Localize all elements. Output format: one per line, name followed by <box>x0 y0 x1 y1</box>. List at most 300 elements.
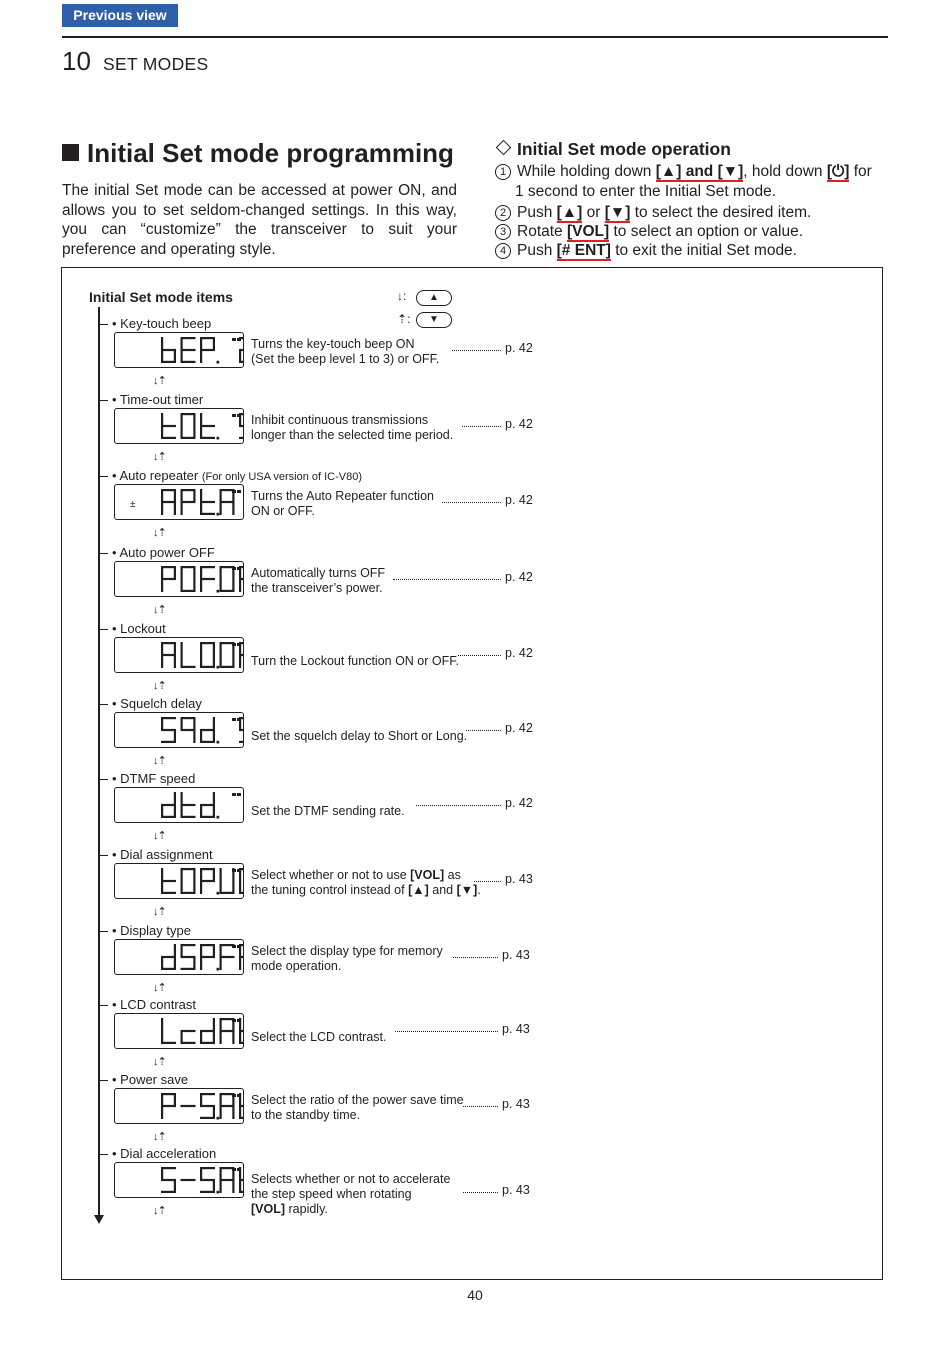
lcd-segment <box>200 579 202 592</box>
lcd-segment <box>161 579 163 592</box>
lcd-segment <box>181 944 196 946</box>
item-name-text: • Dial assignment <box>112 847 213 862</box>
page-number: 40 <box>467 1287 483 1303</box>
lcd-segment <box>232 502 234 515</box>
item-name <box>112 392 203 407</box>
lcd-segment <box>232 1019 236 1022</box>
lcd-segment <box>232 643 236 646</box>
leader-dots <box>452 350 501 351</box>
lcd-segment <box>213 642 215 655</box>
page-reference[interactable]: p. 43 <box>502 948 530 962</box>
lcd-segment <box>181 804 196 806</box>
lcd-segment <box>181 1105 196 1107</box>
lcd-segment <box>161 881 163 894</box>
flow-tick <box>99 553 108 554</box>
vol-key-ref: [VOL] <box>566 223 610 240</box>
operation-step-3: 3 Rotate [VOL] to select an option or value. <box>495 222 803 242</box>
lcd-segment <box>220 502 222 515</box>
lcd-segment <box>161 642 163 655</box>
lcd-segment <box>161 1106 163 1119</box>
lcd-segment <box>181 361 196 363</box>
item-name-text: • Squelch delay <box>112 696 202 711</box>
lcd-segment <box>239 881 241 894</box>
lcd-segment <box>181 792 183 805</box>
lcd-segment <box>200 350 202 363</box>
lcd-segment <box>237 1168 241 1171</box>
lcd-segment <box>200 489 202 502</box>
lcd-segment <box>200 1042 215 1044</box>
lcd-segment-display <box>115 940 243 974</box>
item-name <box>112 545 215 560</box>
lcd-segment <box>232 1168 236 1171</box>
leader-dots <box>466 730 501 731</box>
page-reference[interactable]: p. 42 <box>505 721 533 735</box>
lcd-display <box>114 408 244 444</box>
page-reference[interactable]: p. 42 <box>505 570 533 584</box>
item-name <box>112 696 202 711</box>
leader-dots <box>462 426 501 427</box>
up-key-icon: ▲ <box>416 290 452 306</box>
page-reference[interactable]: p. 43 <box>505 872 533 886</box>
lcd-segment <box>181 729 196 731</box>
item-name-text: • DTMF speed <box>112 771 196 786</box>
step-number-2: 2 <box>495 205 511 221</box>
lcd-segment <box>213 868 215 881</box>
lcd-segment <box>200 413 202 426</box>
lcd-segment <box>181 655 183 668</box>
item-name-text: • Display type <box>112 923 191 938</box>
up-down-arrows-icon: ↓⇡ <box>153 1056 166 1068</box>
lcd-segment <box>220 868 222 881</box>
desc-line: mode operation. <box>251 959 342 973</box>
lcd-segment <box>161 501 176 503</box>
up-down-arrows-icon: ↓⇡ <box>153 755 166 767</box>
lcd-segment <box>200 804 215 806</box>
lcd-segment <box>200 1167 202 1180</box>
lcd-segment <box>181 489 196 491</box>
lcd-segment <box>200 513 215 515</box>
lcd-display <box>114 939 244 975</box>
lcd-segment <box>161 349 176 351</box>
lcd-segment <box>181 437 196 439</box>
lcd-segment <box>200 1191 215 1193</box>
lcd-segment <box>200 566 202 579</box>
lcd-segment <box>220 1180 222 1193</box>
lcd-segment <box>220 1018 222 1031</box>
lcd-display <box>114 787 244 823</box>
up-key-ref: [▲] <box>408 883 429 897</box>
lcd-segment <box>213 717 215 730</box>
lcd-segment <box>200 642 215 644</box>
lcd-segment <box>193 730 195 743</box>
up-down-arrows-icon: ↓⇡ <box>153 830 166 842</box>
up-down-arrows-icon: ↓⇡ <box>153 1205 166 1217</box>
page-reference[interactable]: p. 42 <box>505 796 533 810</box>
lcd-segment <box>181 337 196 339</box>
lcd-segment <box>239 729 243 731</box>
lcd-segment <box>200 730 202 743</box>
item-name <box>112 847 213 862</box>
lcd-segment <box>237 869 241 872</box>
item-description <box>251 566 385 596</box>
lcd-segment <box>220 881 222 894</box>
previous-view-button[interactable]: Previous view <box>62 4 178 27</box>
lcd-segment <box>161 425 176 427</box>
item-description <box>251 337 439 367</box>
lcd-segment <box>181 426 183 439</box>
up-arrow-legend-icon: ⇡: <box>397 312 411 326</box>
lcd-segment <box>232 1180 234 1193</box>
lcd-segment <box>220 956 235 958</box>
up-down-keys-ref: [▲] and [▼] <box>655 163 744 180</box>
item-name-text: • Auto power OFF <box>112 545 215 560</box>
desc-line: Automatically turns OFF <box>251 566 386 580</box>
lcd-segment <box>161 1179 176 1181</box>
lcd-segment <box>237 414 241 417</box>
lcd-segment <box>174 566 176 579</box>
lcd-segment <box>217 741 220 744</box>
up-down-arrows-icon: ↓⇡ <box>153 680 166 692</box>
lcd-segment <box>220 655 222 668</box>
section-title-text: Initial Set mode programming <box>87 138 454 168</box>
item-description <box>251 489 434 519</box>
lcd-segment <box>193 566 195 579</box>
lcd-segment <box>181 350 183 363</box>
lcd-segment <box>200 805 202 818</box>
item-name <box>112 468 362 483</box>
lcd-segment <box>217 437 220 440</box>
desc-line: Turn the Lockout function ON or OFF. <box>251 654 459 668</box>
lcd-segment <box>181 944 183 957</box>
diamond-icon <box>496 140 512 156</box>
lcd-segment <box>181 1179 196 1181</box>
lcd-display <box>114 332 244 368</box>
lcd-segment <box>213 1018 215 1031</box>
lcd-segment <box>217 666 220 669</box>
flow-tick <box>99 400 108 401</box>
lcd-segment <box>161 1167 163 1180</box>
lcd-segment <box>193 717 195 730</box>
lcd-segment <box>220 1093 222 1106</box>
lcd-segment-display <box>115 1163 243 1197</box>
item-name-text: • Auto repeater <box>112 468 199 483</box>
lcd-segment <box>200 881 202 894</box>
lcd-segment-display <box>115 1089 243 1123</box>
lcd-segment <box>213 792 215 805</box>
lcd-segment <box>239 1031 241 1044</box>
page-reference[interactable]: p. 43 <box>502 1022 530 1036</box>
lcd-segment <box>239 654 243 656</box>
lcd-segment <box>200 944 215 946</box>
desc-line: Select the LCD contrast. <box>251 1030 387 1044</box>
desc-line: the transceiver’s power. <box>251 581 383 595</box>
lcd-segment <box>181 1030 196 1032</box>
lcd-segment <box>239 1106 241 1119</box>
lcd-segment <box>181 881 183 894</box>
item-description <box>251 413 453 443</box>
lcd-segment <box>237 567 241 570</box>
up-down-arrows-icon: ↓⇡ <box>153 906 166 918</box>
flow-tick <box>99 704 108 705</box>
lcd-segment <box>220 1167 222 1180</box>
lcd-segment <box>161 957 163 970</box>
lcd-segment <box>200 741 215 743</box>
lcd-segment <box>220 944 222 957</box>
lcd-segment <box>200 1093 202 1106</box>
item-description <box>251 1172 450 1217</box>
lcd-segment <box>200 426 202 439</box>
flow-tick <box>99 1005 108 1006</box>
lcd-prefix: ± <box>130 499 136 510</box>
lcd-segment <box>200 1031 202 1044</box>
item-name <box>112 923 191 938</box>
flow-tick <box>99 476 108 477</box>
lcd-segment <box>237 793 241 796</box>
lcd-segment <box>193 413 195 426</box>
lcd-segment-display <box>115 1014 243 1048</box>
diagram-title: Initial Set mode items <box>89 289 233 305</box>
lcd-segment <box>232 1094 236 1097</box>
lcd-segment <box>200 729 215 731</box>
lcd-segment <box>239 1179 243 1181</box>
lcd-segment <box>161 654 176 656</box>
page-reference[interactable]: p. 42 <box>505 341 533 355</box>
desc-line: Turns the key-touch beep ON <box>251 337 415 351</box>
lcd-segment <box>200 1167 215 1169</box>
operation-step-1: 1 While holding down [▲] and [▼], hold down [⏻] for <box>495 162 872 182</box>
lcd-segment <box>200 501 215 503</box>
lcd-segment <box>220 957 222 970</box>
flow-tick <box>99 1080 108 1081</box>
lcd-segment <box>232 1031 234 1044</box>
lcd-segment <box>161 566 176 568</box>
lcd-segment <box>181 892 196 894</box>
item-description <box>251 654 459 669</box>
lcd-segment <box>181 642 183 655</box>
lcd-segment <box>181 413 196 415</box>
lcd-segment <box>200 1117 215 1119</box>
lcd-segment <box>232 567 236 570</box>
lcd-segment <box>181 590 196 592</box>
leader-dots <box>463 1106 498 1107</box>
operation-step-1-cont: 1 second to enter the Initial Set mode. <box>515 183 777 200</box>
operation-step-2: 2 Push [▲] or [▼] to select the desired item. <box>495 203 811 223</box>
lcd-segment <box>161 489 176 491</box>
lcd-segment <box>200 437 215 439</box>
lcd-segment-display <box>115 864 243 898</box>
vol-key-ref: [VOL] <box>251 1202 286 1216</box>
up-down-arrows-icon: ↓⇡ <box>153 375 166 387</box>
lcd-segment <box>181 717 183 730</box>
lcd-segment <box>161 1031 163 1044</box>
lcd-segment <box>174 642 176 655</box>
operation-title <box>495 139 731 160</box>
lcd-segment <box>217 1191 220 1194</box>
lcd-segment <box>181 337 183 350</box>
desc-line: the step speed when rotating <box>251 1187 412 1201</box>
lcd-segment <box>181 968 196 970</box>
leader-dots <box>416 805 501 806</box>
lcd-segment <box>174 489 176 502</box>
item-description <box>251 1093 464 1123</box>
flow-tick <box>99 629 108 630</box>
step-number-3: 3 <box>495 224 511 240</box>
lcd-display <box>114 1088 244 1124</box>
lcd-segment-display <box>115 713 243 747</box>
lcd-segment <box>181 868 183 881</box>
item-description <box>251 944 443 974</box>
lcd-segment <box>200 502 202 515</box>
lcd-segment <box>181 717 196 719</box>
lcd-segment <box>237 945 241 948</box>
lcd-segment <box>161 717 176 719</box>
lcd-segment <box>239 957 241 970</box>
lcd-segment <box>161 805 163 818</box>
lcd-segment <box>220 642 222 655</box>
leader-dots <box>393 579 501 580</box>
lcd-segment <box>200 880 215 882</box>
lcd-segment <box>239 578 243 580</box>
lcd-segment <box>181 868 196 870</box>
lcd-segment <box>217 513 220 516</box>
item-name <box>112 1146 216 1161</box>
lcd-segment <box>200 655 202 668</box>
lcd-segment <box>161 1042 176 1044</box>
lcd-segment <box>181 1031 183 1044</box>
lcd-segment <box>217 892 220 895</box>
lcd-segment <box>239 655 241 668</box>
page-reference[interactable]: p. 42 <box>505 417 533 431</box>
lcd-segment <box>181 413 183 426</box>
lcd-segment <box>200 816 215 818</box>
lcd-segment <box>200 666 215 668</box>
lcd-segment <box>239 350 241 363</box>
item-name-text: • Time-out timer <box>112 392 204 407</box>
desc-text: and <box>428 883 457 897</box>
lcd-segment <box>200 425 215 427</box>
vol-key-ref: [VOL] <box>410 868 445 882</box>
up-down-arrows-icon: ↓⇡ <box>153 451 166 463</box>
lcd-segment <box>200 1093 215 1095</box>
lcd-segment <box>217 968 220 971</box>
lcd-segment <box>181 956 196 958</box>
lcd-segment <box>161 1167 176 1169</box>
lcd-segment <box>200 868 215 870</box>
item-name <box>112 316 211 331</box>
item-note: (For only USA version of IC-V80) <box>201 471 363 483</box>
lcd-segment <box>200 566 215 568</box>
lcd-segment <box>200 349 215 351</box>
page-reference[interactable]: p. 43 <box>502 1183 530 1197</box>
up-down-arrows-icon: ↓⇡ <box>153 604 166 616</box>
lcd-segment <box>161 437 176 439</box>
chapter-title: SET MODES <box>103 54 209 74</box>
lcd-segment <box>220 590 235 592</box>
operation-step-4: 4 Push [# ENT] to exit the initial Set mode. <box>495 241 797 261</box>
up-key-ref: [▲] <box>556 204 583 221</box>
lcd-segment <box>161 741 176 743</box>
lcd-segment <box>232 869 236 872</box>
desc-text: . <box>477 883 481 897</box>
lcd-segment <box>174 1093 176 1106</box>
leader-dots <box>442 502 501 503</box>
lcd-segment <box>200 1105 215 1107</box>
lcd-segment <box>181 501 196 503</box>
lcd-segment <box>200 337 215 339</box>
lcd-segment <box>232 414 236 417</box>
item-name-text: • Key-touch beep <box>112 316 212 331</box>
item-name <box>112 771 195 786</box>
page-reference[interactable]: p. 42 <box>505 493 533 507</box>
desc-line: ON or OFF. <box>251 504 315 518</box>
lcd-segment <box>232 490 236 493</box>
section-title <box>62 138 454 169</box>
lcd-segment <box>161 502 163 515</box>
lcd-segment <box>200 944 202 957</box>
lcd-segment <box>161 968 176 970</box>
lcd-segment <box>237 718 241 721</box>
lcd-segment <box>161 337 163 350</box>
ent-key-ref: [# ENT] <box>556 242 611 259</box>
lcd-segment-display <box>115 333 243 367</box>
desc-line: (Set the beep level 1 to 3) or OFF. <box>251 352 440 366</box>
lcd-segment <box>220 892 235 894</box>
flow-arrowhead-icon <box>94 1215 104 1224</box>
lcd-segment <box>237 490 241 493</box>
item-description <box>251 804 405 819</box>
lcd-segment <box>181 502 183 515</box>
page-reference[interactable]: p. 42 <box>505 646 533 660</box>
up-down-arrows-icon: ↓⇡ <box>153 527 166 539</box>
flow-tick <box>99 1154 108 1155</box>
desc-text: rapidly. <box>285 1202 328 1216</box>
lcd-segment <box>200 957 202 970</box>
lcd-segment <box>161 880 176 882</box>
lcd-segment <box>181 805 183 818</box>
lcd-segment <box>161 868 163 881</box>
item-name-text: • Lockout <box>112 621 166 636</box>
lcd-segment <box>232 718 236 721</box>
square-bullet-icon <box>62 144 79 161</box>
up-down-arrows-icon: ↓⇡ <box>153 1131 166 1143</box>
lcd-segment <box>161 717 163 730</box>
desc-line: Selects whether or not to accelerate <box>251 1172 451 1186</box>
lcd-segment <box>200 1030 215 1032</box>
lcd-segment <box>200 956 215 958</box>
lcd-segment <box>200 868 202 881</box>
lcd-segment <box>239 579 241 592</box>
lcd-segment-display <box>115 638 243 672</box>
lcd-segment <box>161 578 176 580</box>
operation-title-text: Initial Set mode operation <box>517 139 731 159</box>
lcd-segment <box>200 337 202 350</box>
lcd-segment <box>239 1030 243 1032</box>
lcd-segment <box>217 816 220 819</box>
item-name <box>112 621 166 636</box>
desc-line: Select the ratio of the power save time <box>251 1093 464 1107</box>
desc-text: Select whether or not to use <box>251 868 411 882</box>
leader-dots <box>458 655 501 656</box>
lcd-segment <box>161 361 176 363</box>
chapter-number: 10 <box>62 46 91 76</box>
lcd-segment <box>161 1093 163 1106</box>
page-reference[interactable]: p. 43 <box>502 1097 530 1111</box>
lcd-segment <box>161 413 163 426</box>
lcd-segment-display <box>115 788 243 822</box>
down-key-icon: ▼ <box>416 312 452 328</box>
lcd-segment <box>200 1179 215 1181</box>
lcd-segment <box>239 425 243 427</box>
